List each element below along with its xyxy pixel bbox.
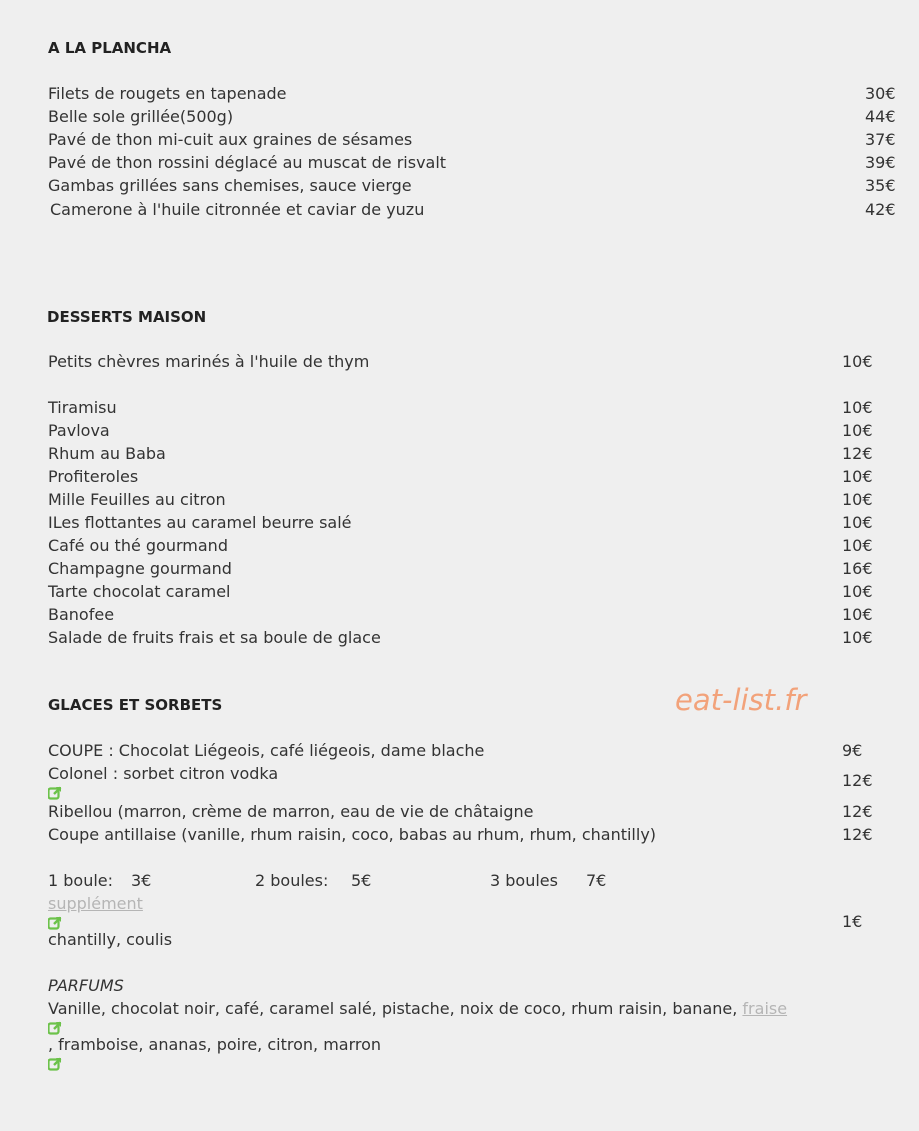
external-link-icon[interactable]	[48, 1057, 62, 1071]
menu-item-price: 10€	[842, 536, 873, 555]
menu-item-name: Coupe antillaise (vanille, rhum raisin, coco, babas au rhum, rhum, chantilly)	[48, 825, 657, 844]
menu-item-price: 10€	[842, 605, 873, 624]
supplement-text: chantilly, coulis	[48, 930, 173, 949]
boule-price: 5€	[351, 871, 372, 890]
menu-item-name: Mille Feuilles au citron	[48, 490, 226, 509]
menu-item-price: 44€	[865, 107, 896, 126]
parfums-text: , framboise, ananas, poire, citron, marron	[48, 1035, 382, 1054]
menu-item-price: 10€	[842, 421, 873, 440]
parfums-title: PARFUMS	[48, 976, 124, 995]
menu-item-name: Filets de rougets en tapenade	[48, 84, 287, 103]
menu-item-price: 12€	[842, 825, 873, 844]
menu-item-name: Belle sole grillée(500g)	[48, 107, 234, 126]
external-link-icon[interactable]	[48, 916, 62, 930]
parfum-fraise-link[interactable]: fraise	[742, 999, 788, 1018]
boule-price: 3€	[131, 871, 152, 890]
menu-item-price: 12€	[842, 444, 873, 463]
menu-item-name: Café ou thé gourmand	[48, 536, 228, 555]
menu-item-price: 30€	[865, 84, 896, 103]
boule-price: 7€	[586, 871, 607, 890]
boule-label: 1 boule:	[48, 871, 114, 890]
menu-item-name: Banofee	[48, 605, 115, 624]
menu-item-price: 10€	[842, 467, 873, 486]
menu-item-name: COUPE : Chocolat Liégeois, café liégeois, dame blache	[48, 741, 485, 760]
menu-item-price: 10€	[842, 352, 873, 371]
parfums-text: Vanille, chocolat noir, café, caramel salé, pistache, noix de coco, rhum raisin, banane,	[48, 999, 738, 1018]
menu-item-price: 10€	[842, 398, 873, 417]
menu-item-name: Gambas grillées sans chemises, sauce vierge	[48, 176, 412, 195]
menu-item-price: 42€	[865, 200, 896, 219]
supplement-link[interactable]: supplément	[48, 894, 143, 913]
boule-label: 2 boules:	[255, 871, 329, 890]
supplement-price: 1€	[842, 912, 863, 931]
menu-item-name: Profiteroles	[48, 467, 139, 486]
parfums-line	[48, 999, 787, 1019]
menu-item-price: 9€	[842, 741, 863, 760]
menu-item-name: Pavlova	[48, 421, 110, 440]
section-title-desserts: DESSERTS MAISON	[47, 308, 207, 326]
menu-item-name: Tarte chocolat caramel	[48, 582, 231, 601]
menu-item-price: 10€	[842, 628, 873, 647]
menu-item-name: Tiramisu	[48, 398, 117, 417]
menu-item-price: 10€	[842, 582, 873, 601]
menu-item-price: 12€	[842, 771, 873, 790]
menu-item-name: ILes flottantes au caramel beurre salé	[48, 513, 352, 532]
menu-item-price: 10€	[842, 490, 873, 509]
menu-item-price: 39€	[865, 153, 896, 172]
menu-item-name: Salade de fruits frais et sa boule de glace	[48, 628, 381, 647]
menu-item-price: 10€	[842, 513, 873, 532]
menu-item-price: 12€	[842, 802, 873, 821]
menu-item-name: Rhum au Baba	[48, 444, 166, 463]
menu-item-name: Ribellou (marron, crème de marron, eau de vie de châtaigne	[48, 802, 534, 821]
menu-item-name: Pavé de thon rossini déglacé au muscat de risvalt	[48, 153, 447, 172]
watermark: eat-list.fr	[675, 683, 807, 717]
menu-item-price: 16€	[842, 559, 873, 578]
menu-item-name: Camerone à l'huile citronnée et caviar de yuzu	[50, 200, 425, 219]
section-title-glaces: GLACES ET SORBETS	[48, 696, 223, 714]
boule-label: 3 boules	[490, 871, 558, 890]
menu-item-name: Petits chèvres marinés à l'huile de thym	[48, 352, 370, 371]
menu-item-price: 35€	[865, 176, 896, 195]
menu-item-name: Pavé de thon mi-cuit aux graines de sésames	[48, 130, 413, 149]
menu-item-price: 37€	[865, 130, 896, 149]
section-title-plancha: A LA PLANCHA	[48, 39, 172, 57]
external-link-icon[interactable]	[48, 1021, 62, 1035]
menu-item-name: Champagne gourmand	[48, 559, 232, 578]
external-link-icon[interactable]	[48, 786, 62, 800]
menu-item-name: Colonel : sorbet citron vodka	[48, 764, 279, 783]
